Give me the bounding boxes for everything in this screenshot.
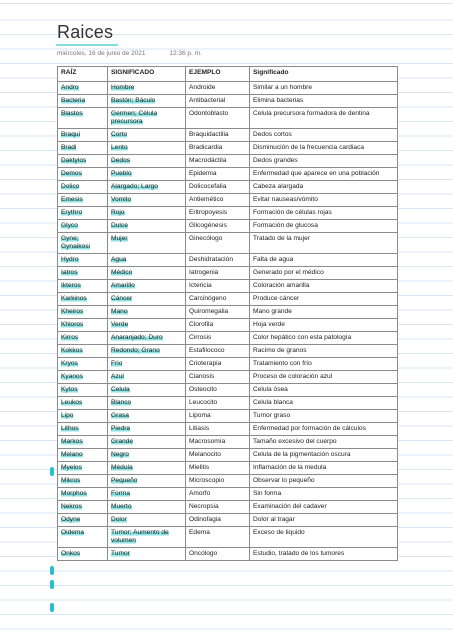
cell-ejemplo: Odinofagia <box>186 514 250 527</box>
cell-ejemplo-significado: Generado por el médico <box>250 267 398 280</box>
cell-ejemplo: Eritropoyesis <box>186 207 250 220</box>
highlighted-meaning: Mujer <box>111 235 128 242</box>
cell-raiz <box>58 332 108 345</box>
cell-raiz <box>58 108 108 129</box>
highlighted-meaning: Azul <box>111 373 124 380</box>
cell-ejemplo: Necropsia <box>186 501 250 514</box>
cell-significado <box>108 371 186 384</box>
cell-raiz <box>58 449 108 462</box>
cell-ejemplo: Estafilococo <box>186 345 250 358</box>
highlighted-root: Khloros <box>61 321 84 328</box>
highlighted-root: Kheiros <box>61 308 84 315</box>
table-row <box>58 475 398 488</box>
cell-significado <box>108 293 186 306</box>
cell-significado <box>108 436 186 449</box>
cell-ejemplo-significado: Color hepático con esta patología <box>250 332 398 345</box>
cell-ejemplo-significado: Evitar nauseas/vómito <box>250 194 398 207</box>
highlighted-root: Kokkos <box>61 347 83 354</box>
table-row <box>58 155 398 168</box>
cell-ejemplo: Leucocito <box>186 397 250 410</box>
highlighted-meaning: Grasa <box>111 412 129 419</box>
cell-ejemplo: Ictericia <box>186 280 250 293</box>
highlighted-root: Gyne; Gynaikosi <box>61 235 90 250</box>
highlighted-meaning: Forma <box>111 490 131 497</box>
highlighted-meaning: Rojo <box>111 209 125 216</box>
highlighted-meaning: Hombre <box>111 84 135 91</box>
cell-raiz <box>58 82 108 95</box>
cell-significado <box>108 488 186 501</box>
highlighted-root: Emesis <box>61 196 83 203</box>
highlighted-meaning: Lento <box>111 144 128 151</box>
cell-ejemplo-significado: Estudio, tratado de los tumores <box>250 548 398 561</box>
cell-ejemplo-significado: Tratamiento con frío <box>250 358 398 371</box>
cell-ejemplo: Litiasis <box>186 423 250 436</box>
header-significado-ejemplo: Significado <box>250 67 398 82</box>
cell-ejemplo: Androide <box>186 82 250 95</box>
table-row <box>58 254 398 267</box>
highlighted-meaning: Dolor <box>111 516 127 523</box>
highlighted-root: Odyne <box>61 516 81 523</box>
cell-ejemplo-significado: Tamaño excesivo del cuerpo <box>250 436 398 449</box>
cell-ejemplo: Antiemético <box>186 194 250 207</box>
highlighted-meaning: Bastón; Báculo <box>111 97 156 104</box>
highlighted-root: Onkos <box>61 550 81 557</box>
cell-ejemplo-significado: Celula ósea <box>250 384 398 397</box>
cell-raiz <box>58 488 108 501</box>
cell-ejemplo: Mielitis <box>186 462 250 475</box>
cell-ejemplo-significado: Observar lo pequeño <box>250 475 398 488</box>
highlighted-root: Lithos <box>61 425 79 432</box>
cell-significado <box>108 358 186 371</box>
table-row <box>58 462 398 475</box>
cell-significado <box>108 306 186 319</box>
cell-ejemplo-significado: Celula de la pigmentación oscura <box>250 449 398 462</box>
highlighted-root: Demos <box>61 170 82 177</box>
table-row <box>58 527 398 548</box>
cell-ejemplo: Clorofila <box>186 319 250 332</box>
cell-raiz <box>58 345 108 358</box>
date-line <box>57 50 202 57</box>
cell-significado <box>108 345 186 358</box>
cell-raiz <box>58 306 108 319</box>
cell-ejemplo: Deshidratación <box>186 254 250 267</box>
highlighted-root: Blastos <box>61 110 83 117</box>
cell-ejemplo-significado: Enfermedad que aparece en una población <box>250 168 398 181</box>
cell-raiz <box>58 233 108 254</box>
highlighted-meaning: Celula <box>111 386 130 393</box>
cell-ejemplo: Epidemia <box>186 168 250 181</box>
cell-ejemplo-significado: Tumor graso <box>250 410 398 423</box>
table-row <box>58 514 398 527</box>
highlighted-meaning: Grande <box>111 438 133 445</box>
cell-ejemplo-significado: Celula precursora formadora de dentina <box>250 108 398 129</box>
cell-raiz <box>58 501 108 514</box>
cell-significado <box>108 254 186 267</box>
cell-raiz <box>58 280 108 293</box>
cell-ejemplo: Melanocito <box>186 449 250 462</box>
cell-raiz <box>58 267 108 280</box>
cell-raiz <box>58 293 108 306</box>
margin-marker <box>50 603 54 612</box>
highlighted-root: Andro <box>61 84 79 91</box>
highlighted-root: Dolico <box>61 183 80 190</box>
roots-table <box>57 66 398 561</box>
highlighted-meaning: Verde <box>111 321 129 328</box>
highlighted-root: Glyco <box>61 222 78 229</box>
cell-ejemplo-significado: Dedos grandes <box>250 155 398 168</box>
highlighted-meaning: Agua <box>111 256 127 263</box>
table-header-row <box>58 67 398 82</box>
highlighted-root: Hydro <box>61 256 79 263</box>
cell-ejemplo: Macrosomía <box>186 436 250 449</box>
margin-marker <box>50 580 54 589</box>
table-row <box>58 397 398 410</box>
cell-ejemplo: Crioterapia <box>186 358 250 371</box>
cell-ejemplo-significado: Sin forma <box>250 488 398 501</box>
cell-raiz <box>58 397 108 410</box>
highlighted-root: Ikteros <box>61 282 81 289</box>
highlighted-meaning: Tumor <box>111 550 130 557</box>
cell-ejemplo-significado: Celula blanca <box>250 397 398 410</box>
table-row <box>58 410 398 423</box>
highlighted-root: Kytos <box>61 386 78 393</box>
cell-significado <box>108 181 186 194</box>
highlighted-meaning: Dedos <box>111 157 131 164</box>
highlighted-meaning: Piedra <box>111 425 131 432</box>
cell-ejemplo-significado: Falta de agua <box>250 254 398 267</box>
cell-ejemplo: Quiromegalia <box>186 306 250 319</box>
cell-ejemplo-significado: Proceso de coloración azul <box>250 371 398 384</box>
table-row <box>58 358 398 371</box>
highlighted-root: Myelos <box>61 464 82 471</box>
cell-ejemplo-significado: Similar a un hombre <box>250 82 398 95</box>
cell-raiz <box>58 181 108 194</box>
cell-ejemplo: Bradicardia <box>186 142 250 155</box>
highlighted-root: Markos <box>61 438 83 445</box>
header-significado: SIGNIFICADO <box>108 67 186 82</box>
cell-ejemplo-significado: Cabeza alargada <box>250 181 398 194</box>
highlighted-meaning: Cáncer <box>111 295 133 302</box>
highlighted-root: Erythro <box>61 209 83 216</box>
cell-raiz <box>58 436 108 449</box>
cell-ejemplo: Cianosis <box>186 371 250 384</box>
highlighted-root: Bacteria <box>61 97 86 104</box>
cell-ejemplo: Osteocito <box>186 384 250 397</box>
cell-ejemplo: Iatrogenia <box>186 267 250 280</box>
cell-significado <box>108 319 186 332</box>
cell-raiz <box>58 514 108 527</box>
cell-ejemplo-significado: Elimina bacterias <box>250 95 398 108</box>
cell-significado <box>108 397 186 410</box>
highlighted-root: Iatros <box>61 269 78 276</box>
cell-ejemplo-significado: Formación de células rojas <box>250 207 398 220</box>
highlighted-meaning: Amarillo <box>111 282 135 289</box>
cell-significado <box>108 514 186 527</box>
cell-raiz <box>58 220 108 233</box>
highlighted-meaning: Pequeño <box>111 477 138 484</box>
table-row <box>58 436 398 449</box>
highlighted-meaning: Negro <box>111 451 129 458</box>
cell-ejemplo: Amorfo <box>186 488 250 501</box>
margin-marker <box>50 566 54 575</box>
cell-ejemplo: Microscopio <box>186 475 250 488</box>
cell-ejemplo: Braquidactilia <box>186 129 250 142</box>
page-title: Raices <box>57 22 114 42</box>
cell-raiz <box>58 358 108 371</box>
cell-ejemplo-significado: Formación de glucosa <box>250 220 398 233</box>
cell-raiz <box>58 462 108 475</box>
header-raiz: RAÍZ <box>58 67 108 82</box>
cell-significado <box>108 548 186 561</box>
cell-ejemplo-significado: Examinación del cadaver <box>250 501 398 514</box>
cell-raiz <box>58 207 108 220</box>
cell-raiz <box>58 168 108 181</box>
cell-ejemplo-significado: Exceso de liquido <box>250 527 398 548</box>
table-row <box>58 449 398 462</box>
cell-ejemplo: Ginecólogo <box>186 233 250 254</box>
highlighted-root: Daktylos <box>61 157 87 164</box>
cell-raiz <box>58 254 108 267</box>
table-row <box>58 548 398 561</box>
highlighted-root: Mikros <box>61 477 81 484</box>
highlighted-meaning: Germen; Célula precursora <box>111 110 158 125</box>
cell-significado <box>108 280 186 293</box>
table-row <box>58 129 398 142</box>
highlighted-meaning: Mano <box>111 308 128 315</box>
highlighted-root: Lipo <box>61 412 74 419</box>
cell-ejemplo-significado: Produce cáncer <box>250 293 398 306</box>
cell-raiz <box>58 384 108 397</box>
cell-significado <box>108 423 186 436</box>
cell-significado <box>108 449 186 462</box>
cell-significado <box>108 475 186 488</box>
cell-ejemplo-significado: Tratado de la mujer <box>250 233 398 254</box>
cell-raiz <box>58 95 108 108</box>
cell-significado <box>108 129 186 142</box>
table-row <box>58 345 398 358</box>
cell-significado <box>108 168 186 181</box>
highlighted-meaning: Frio <box>111 360 123 367</box>
table-row <box>58 95 398 108</box>
cell-ejemplo: Macrodáctila <box>186 155 250 168</box>
table-row <box>58 181 398 194</box>
highlighted-meaning: Dulce <box>111 222 128 229</box>
table-row <box>58 220 398 233</box>
table-row <box>58 108 398 129</box>
cell-raiz <box>58 475 108 488</box>
cell-ejemplo: Edema <box>186 527 250 548</box>
table-row <box>58 233 398 254</box>
cell-ejemplo: Dolicocefalia <box>186 181 250 194</box>
highlighted-root: Bradi <box>61 144 77 151</box>
page-time: 12:36 p. m. <box>169 50 202 57</box>
cell-raiz <box>58 319 108 332</box>
margin-marker <box>50 467 54 476</box>
cell-ejemplo-significado: Racimo de granos <box>250 345 398 358</box>
cell-ejemplo: Lipoma <box>186 410 250 423</box>
cell-raiz <box>58 548 108 561</box>
cell-ejemplo: Carcinógeno <box>186 293 250 306</box>
highlighted-meaning: Anaranjado; Duro <box>111 334 163 341</box>
cell-raiz <box>58 155 108 168</box>
cell-significado <box>108 527 186 548</box>
cell-significado <box>108 207 186 220</box>
highlighted-meaning: Vomito <box>111 196 132 203</box>
cell-significado <box>108 155 186 168</box>
highlighted-root: Kirros <box>61 334 79 341</box>
highlighted-root: Morphos <box>61 490 87 497</box>
table-row <box>58 82 398 95</box>
cell-ejemplo: Oncólogo <box>186 548 250 561</box>
table-row <box>58 168 398 181</box>
cell-raiz <box>58 371 108 384</box>
highlighted-meaning: Alargado; Largo <box>111 183 158 190</box>
cell-ejemplo: Odontoblasto <box>186 108 250 129</box>
table-row <box>58 384 398 397</box>
header-ejemplo: EJEMPLO <box>186 67 250 82</box>
highlighted-root: Melano <box>61 451 83 458</box>
cell-ejemplo: Antibacterial <box>186 95 250 108</box>
cell-significado <box>108 501 186 514</box>
table-row <box>58 371 398 384</box>
cell-ejemplo-significado: Dolor al tragar <box>250 514 398 527</box>
cell-significado <box>108 384 186 397</box>
cell-raiz <box>58 194 108 207</box>
table-row <box>58 488 398 501</box>
cell-ejemplo-significado: Coloración amarilla <box>250 280 398 293</box>
highlighted-meaning: Blanco <box>111 399 132 406</box>
cell-significado <box>108 194 186 207</box>
table-row <box>58 280 398 293</box>
cell-significado <box>108 82 186 95</box>
table-row <box>58 332 398 345</box>
highlighted-root: Kryos <box>61 360 78 367</box>
highlighted-root: Oidema <box>61 529 85 536</box>
highlighted-root: Nekros <box>61 503 82 510</box>
title-underline <box>56 44 118 46</box>
cell-ejemplo-significado: Hoja verde <box>250 319 398 332</box>
highlighted-root: Leukos <box>61 399 83 406</box>
highlighted-meaning: Corto <box>111 131 128 138</box>
cell-raiz <box>58 142 108 155</box>
highlighted-meaning: Médico <box>111 269 133 276</box>
highlighted-root: Braqui <box>61 131 81 138</box>
table-row <box>58 319 398 332</box>
cell-ejemplo-significado: Enfermedad por formación de cálculos <box>250 423 398 436</box>
cell-ejemplo-significado: Dedos cortos <box>250 129 398 142</box>
cell-significado <box>108 267 186 280</box>
highlighted-meaning: Tumor; Aumento de volumen <box>111 529 169 544</box>
cell-significado <box>108 95 186 108</box>
highlighted-meaning: Pueblo <box>111 170 132 177</box>
cell-raiz <box>58 527 108 548</box>
cell-ejemplo: Cirrosis <box>186 332 250 345</box>
table-row <box>58 142 398 155</box>
cell-ejemplo-significado: Inflamación de la medula <box>250 462 398 475</box>
cell-ejemplo-significado: Disminución de la frecuencia cardiaca <box>250 142 398 155</box>
table-row <box>58 293 398 306</box>
cell-significado <box>108 462 186 475</box>
table-row <box>58 267 398 280</box>
cell-significado <box>108 220 186 233</box>
table-row <box>58 207 398 220</box>
table-row <box>58 501 398 514</box>
highlighted-root: Karkinos <box>61 295 87 302</box>
highlighted-meaning: Muerto <box>111 503 132 510</box>
cell-raiz <box>58 423 108 436</box>
cell-ejemplo: Glicogénesis <box>186 220 250 233</box>
highlighted-root: Kyanos <box>61 373 83 380</box>
cell-significado <box>108 332 186 345</box>
cell-ejemplo-significado: Mano grande <box>250 306 398 319</box>
cell-significado <box>108 410 186 423</box>
page-date: miércoles, 16 de junio de 2021 <box>57 50 146 57</box>
cell-raiz <box>58 410 108 423</box>
table-row <box>58 423 398 436</box>
highlighted-meaning: Médula <box>111 464 133 471</box>
cell-significado <box>108 233 186 254</box>
highlighted-meaning: Redondo; Grano <box>111 347 160 354</box>
cell-significado <box>108 142 186 155</box>
table-row <box>58 194 398 207</box>
cell-raiz <box>58 129 108 142</box>
cell-significado <box>108 108 186 129</box>
table-row <box>58 306 398 319</box>
